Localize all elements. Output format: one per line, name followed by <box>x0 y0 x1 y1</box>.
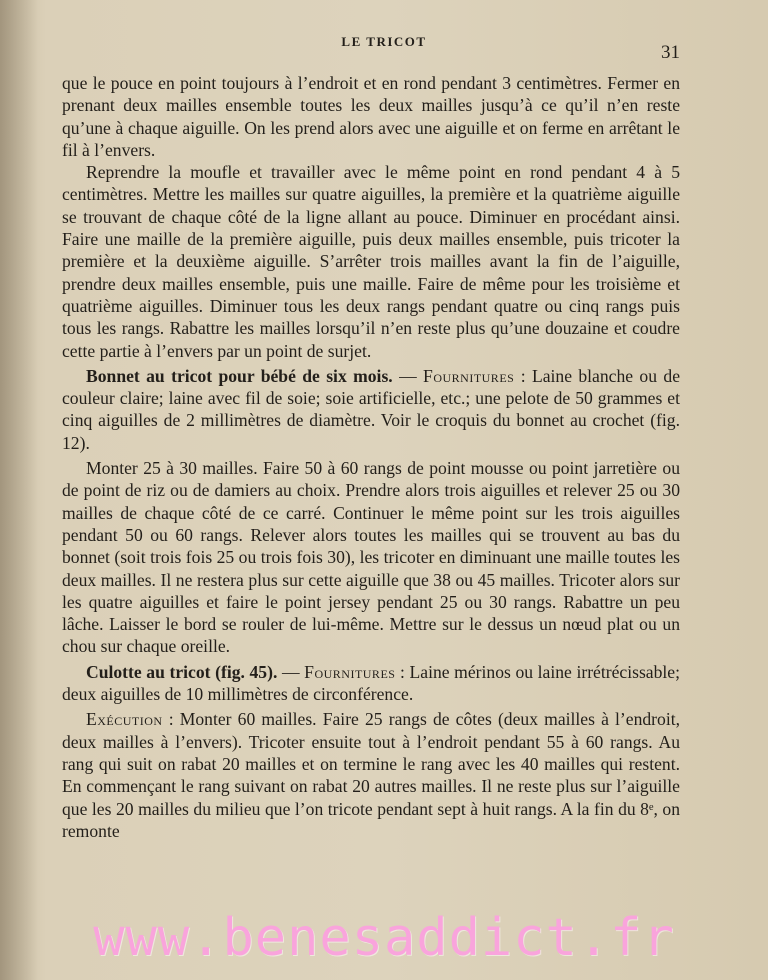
supplies-label: Fournitures <box>304 661 396 682</box>
culotte-heading: Culotte au tricot (fig. 45). <box>86 661 278 682</box>
paragraph-thumb-finish: que le pouce en point toujours à l’endroit et en rond pendant 3 centimètres. Fermer en prenant deux mailles ensemble toutes les deux mailles jusqu’à ce qu’il n’en reste qu’une à chaque aiguille. On les prend alors avec une aiguille et on ferme en arrêtant le fil à l’envers. <box>62 73 680 160</box>
paragraph-mitten-decrease: Reprendre la moufle et travailler avec le même point en rond pendant 4 à 5 centimètres. Mettre les mailles sur quatre aiguilles, la première et la quatrième aiguille se trouvant de chaque côté de la ligne allant au pouce. Diminuer en procédant ainsi. Faire une maille de la première aiguille, puis deux mailles ensemble, puis tricoter la première et la deuxième aiguille. S’arrêter trois mailles avant la fin de l’aiguille, prendre deux mailles ensemble, puis une maille. Faire de même pour les troisième et quatrième aiguilles. Diminuer tous les deux rangs pendant quatre ou cinq rangs puis tous les rangs. Rabattre les mailles lorsqu’il n’en reste plus qu’une douzaine et coudre cette partie à l’envers par un point de surjet. <box>62 162 680 361</box>
text-body <box>62 72 680 842</box>
execution-label: Exécution <box>86 709 163 730</box>
spine-shadow <box>0 0 38 980</box>
paragraph-bonnet-supplies: Bonnet au tricot pour bébé de six mois. — Fournitures : Laine blanche ou de couleur claire; laine avec fil de soie; soie artificielle, etc.; une pelote de 50 grammes et cinq aiguilles de 2 millimètres de diamètre. Voir le croquis du bonnet au crochet (fig. 12). <box>62 365 681 453</box>
watermark: www.benesaddict.fr <box>93 908 675 968</box>
bonnet-heading: Bonnet au tricot pour bébé de six mois. <box>86 365 393 386</box>
running-head: LE TRICOT <box>341 34 427 49</box>
paragraph-culotte-supplies: Culotte au tricot (fig. 45). — Fournitures : Laine mérinos ou laine irrétrécissable; deux aiguilles de 10 millimètres de circonférence. <box>62 661 680 705</box>
paragraph-culotte-execution: Exécution : Monter 60 mailles. Faire 25 rangs de côtes (deux mailles à l’endroit, deux mailles à l’envers). Tricoter ensuite tout à l’endroit pendant 55 à 60 rangs. Au rang qui suit on rabat 20 mailles et on termine le rang avec les 40 mailles qui restent. En commençant le rang suivant on rabat 20 autres mailles. Il ne reste plus sur l’aiguille que les 20 mailles du milieu que l’on tricote pendant sept à huit rangs. A la fin du 8ᵉ, on remonte <box>62 709 680 841</box>
paragraph-bonnet-instructions: Monter 25 à 30 mailles. Faire 50 à 60 rangs de point mousse ou point jarretière ou de point de riz ou de damiers au choix. Prendre alors trois aiguilles et relever 25 ou 30 mailles de chaque côté de ce carré. Continuer le même point sur les trois aiguilles pendant 50 ou 60 rangs. Relever alors toutes les mailles qui se trouvent au bas du bonnet (soit trois fois 25 ou trois fois 30), les tricoter en diminuant une maille toutes les deux mailles. Il ne restera plus sur cette aiguille que 38 ou 45 mailles. Tricoter alors sur les quatre aiguilles et faire le point jersey pendant 25 ou 30 rangs. Rabattre un peu lâche. Laisser le bord se rouler de lui-même. Mettre sur le dessus un nœud plat ou un chou sur chaque oreille. <box>62 458 680 657</box>
supplies-label: Fournitures <box>423 365 515 386</box>
page-number: 31 <box>661 42 680 63</box>
